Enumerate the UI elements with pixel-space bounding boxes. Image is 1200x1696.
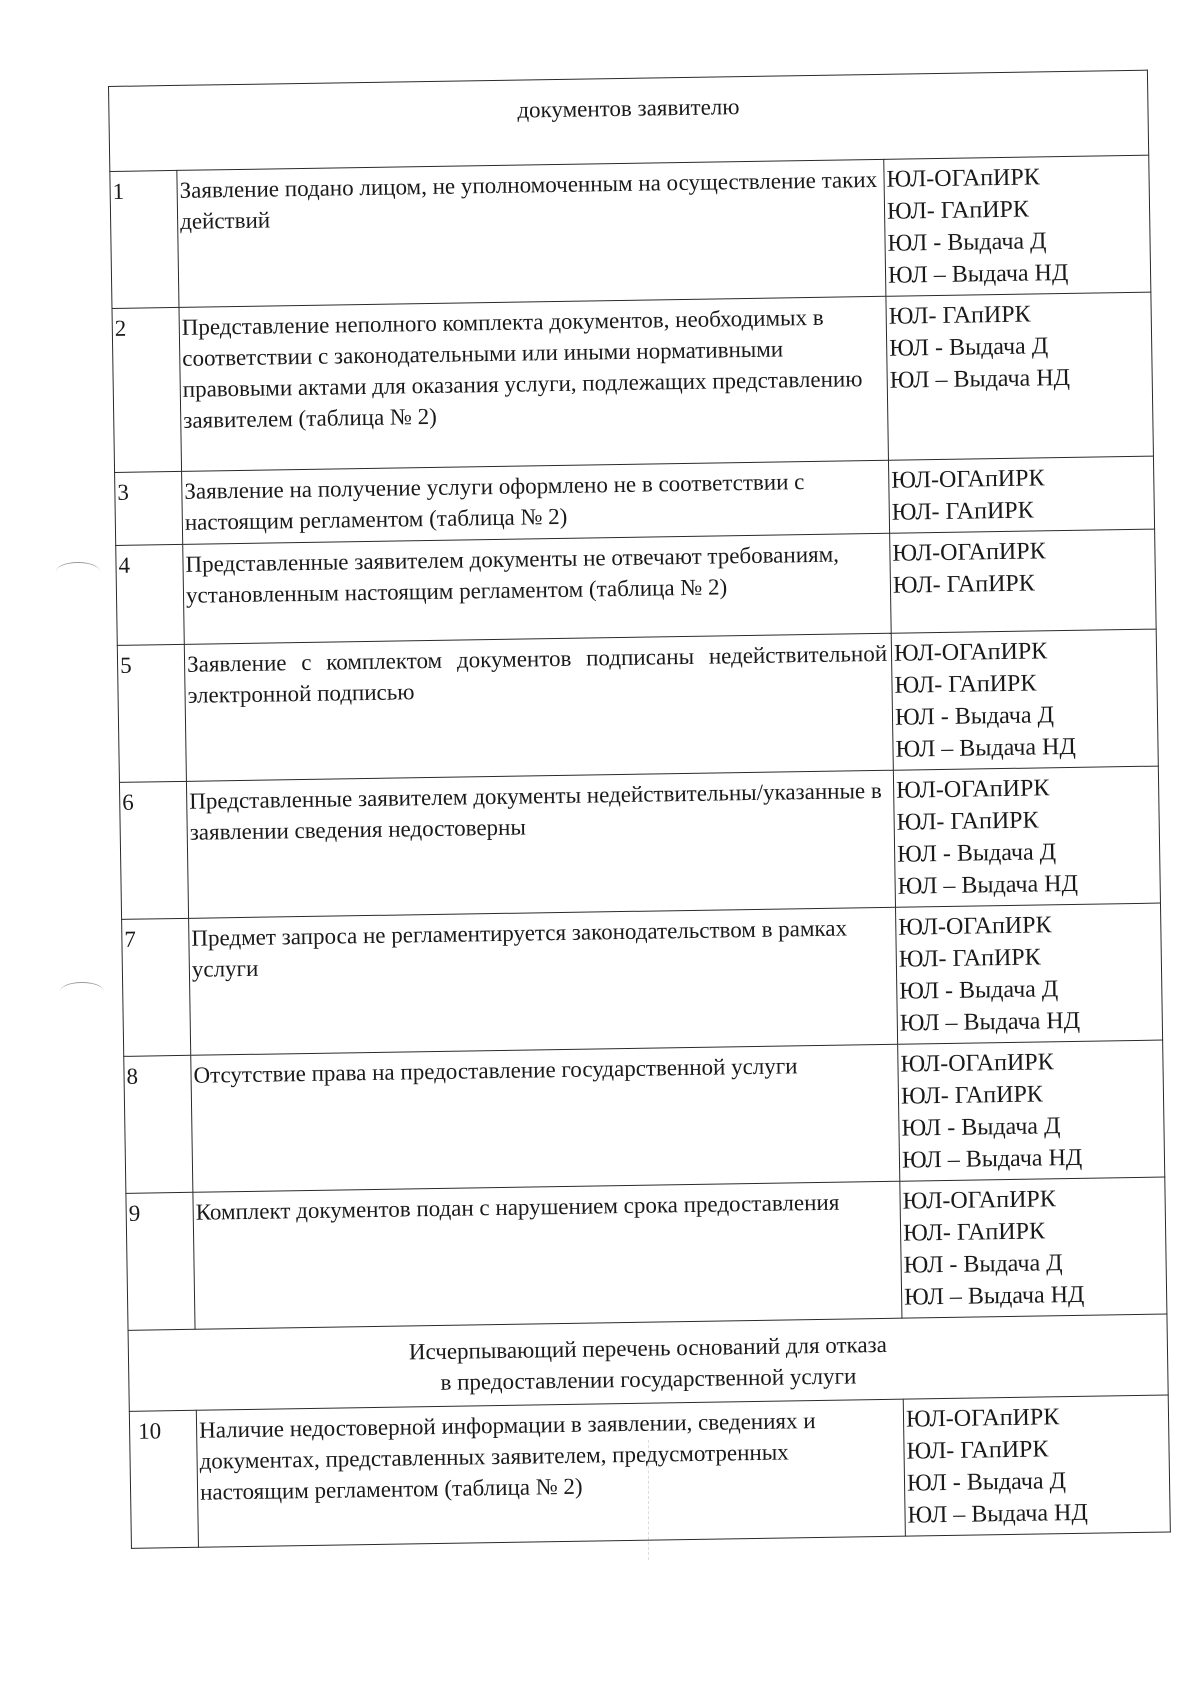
row-codes xyxy=(900,1177,1167,1318)
code-item: ЮЛ - Выдача Д xyxy=(894,702,1055,731)
row-number: 3 xyxy=(115,471,183,545)
code-item: ЮЛ- ГАпИРК xyxy=(886,196,1030,225)
code-item: ЮЛ - Выдача Д xyxy=(906,1468,1067,1497)
table-row xyxy=(116,529,1156,645)
code-item: ЮЛ-ОГАпИРК xyxy=(892,538,1046,567)
code-item: ЮЛ- ГАпИРК xyxy=(902,1218,1046,1247)
table-row xyxy=(126,1177,1167,1330)
code-item: ЮЛ-ОГАпИРК xyxy=(902,1186,1057,1215)
row-number: 7 xyxy=(122,918,191,1056)
row-description: Заявление подано лицом, не уполномоченным на осуществление таких действий xyxy=(177,159,886,307)
row-description: Представление неполного комплекта документов, необходимых в соответствии с законодательными или иными нормативными правовыми актами для оказания услуги, подлежащих представлению заявителем (таблица № 2) xyxy=(179,296,888,471)
code-item: ЮЛ – Выдача НД xyxy=(901,1144,1083,1174)
table-row xyxy=(110,155,1151,308)
code-item: ЮЛ- ГАпИРК xyxy=(896,807,1039,836)
code-item: ЮЛ-ОГАпИРК xyxy=(891,465,1045,494)
row-codes xyxy=(890,529,1157,633)
code-item: ЮЛ- ГАпИРК xyxy=(892,570,1036,599)
code-item: ЮЛ - Выдача Д xyxy=(889,333,1049,362)
code-item: ЮЛ - Выдача Д xyxy=(896,839,1057,868)
row-codes xyxy=(886,292,1154,460)
code-item: ЮЛ – Выдача НД xyxy=(907,1499,1088,1529)
section-heading-line: Исчерпывающий перечень оснований для отказа xyxy=(408,1331,888,1365)
row-codes xyxy=(895,903,1162,1044)
code-item: ЮЛ – Выдача НД xyxy=(887,259,1069,289)
code-item: ЮЛ - Выдача Д xyxy=(887,228,1047,257)
code-item: ЮЛ- ГАпИРК xyxy=(894,670,1037,699)
code-item: ЮЛ – Выдача НД xyxy=(903,1281,1085,1311)
row-number: 9 xyxy=(126,1192,195,1330)
code-item: ЮЛ-ОГАпИРК xyxy=(886,164,1040,193)
code-item: ЮЛ – Выдача НД xyxy=(889,364,1071,394)
code-item: ЮЛ- ГАпИРК xyxy=(906,1436,1049,1465)
grounds-table xyxy=(108,70,1171,1549)
code-item: ЮЛ – Выдача НД xyxy=(895,733,1076,763)
code-item: ЮЛ- ГАпИРК xyxy=(900,1081,1044,1110)
row-codes xyxy=(891,629,1158,770)
table-row xyxy=(124,1040,1165,1193)
code-item: ЮЛ- ГАпИРК xyxy=(888,301,1031,330)
table-row xyxy=(122,903,1163,1056)
row-number: 8 xyxy=(124,1055,193,1193)
code-item: ЮЛ-ОГАпИРК xyxy=(895,775,1050,804)
table-row xyxy=(119,766,1160,919)
section-heading-line: в предоставлении государственной услуги xyxy=(440,1363,857,1395)
table-row xyxy=(117,629,1158,782)
punch-hole-mark xyxy=(56,562,100,581)
row-codes xyxy=(903,1395,1170,1536)
table-row xyxy=(112,292,1153,472)
header-row-text: документов заявителю xyxy=(109,70,1149,171)
code-item: ЮЛ - Выдача Д xyxy=(903,1250,1063,1279)
code-item: ЮЛ – Выдача НД xyxy=(897,870,1079,900)
row-codes xyxy=(898,1040,1165,1181)
row-description: Заявление на получение услуги оформлено не в соответствии с настоящим регламентом (таблица № 2) xyxy=(182,460,890,544)
row-description: Представленные заявителем документы недействительны/указанные в заявлении сведения недостоверны xyxy=(186,770,895,918)
code-item: ЮЛ-ОГАпИРК xyxy=(905,1404,1060,1433)
row-description: Представленные заявителем документы не отвечают требованиям, установленным настоящим регламентом (таблица № 2) xyxy=(183,533,891,644)
code-item: ЮЛ- ГАпИРК xyxy=(891,497,1034,526)
row-number: 6 xyxy=(119,781,188,919)
code-item: ЮЛ – Выдача НД xyxy=(899,1007,1081,1037)
row-number: 2 xyxy=(112,307,182,472)
row-codes xyxy=(888,456,1154,533)
table-header-row xyxy=(109,70,1149,171)
row-description: Наличие недостоверной информации в заявлении, сведениях и документах, представленных заявителем, предусмотренных настоящим регламентом (таблица № 2) xyxy=(196,1399,905,1547)
code-item: ЮЛ-ОГАпИРК xyxy=(900,1049,1054,1078)
punch-hole-mark xyxy=(60,982,104,1001)
row-description: Комплект документов подан с нарушением срока предоставления xyxy=(193,1181,902,1329)
code-item: ЮЛ-ОГАпИРК xyxy=(898,912,1052,941)
row-description: Предмет запроса не регламентируется законодательством в рамках услуги xyxy=(189,907,898,1055)
row-description: Отсутствие права на предоставление государственной услуги xyxy=(191,1044,900,1192)
row-number: 1 xyxy=(110,170,179,308)
row-codes xyxy=(893,766,1160,907)
row-number: 4 xyxy=(116,544,185,645)
row-codes xyxy=(884,155,1151,296)
row-number: 10 xyxy=(129,1410,198,1548)
row-description: Заявление с комплектом документов подписаны недействительной электронной подписью xyxy=(184,633,893,781)
code-item: ЮЛ - Выдача Д xyxy=(899,976,1059,1005)
code-item: ЮЛ - Выдача Д xyxy=(901,1113,1061,1142)
table-row xyxy=(129,1395,1170,1548)
code-item: ЮЛ- ГАпИРК xyxy=(898,944,1041,973)
row-number: 5 xyxy=(117,644,186,782)
code-item: ЮЛ-ОГАпИРК xyxy=(893,638,1048,667)
